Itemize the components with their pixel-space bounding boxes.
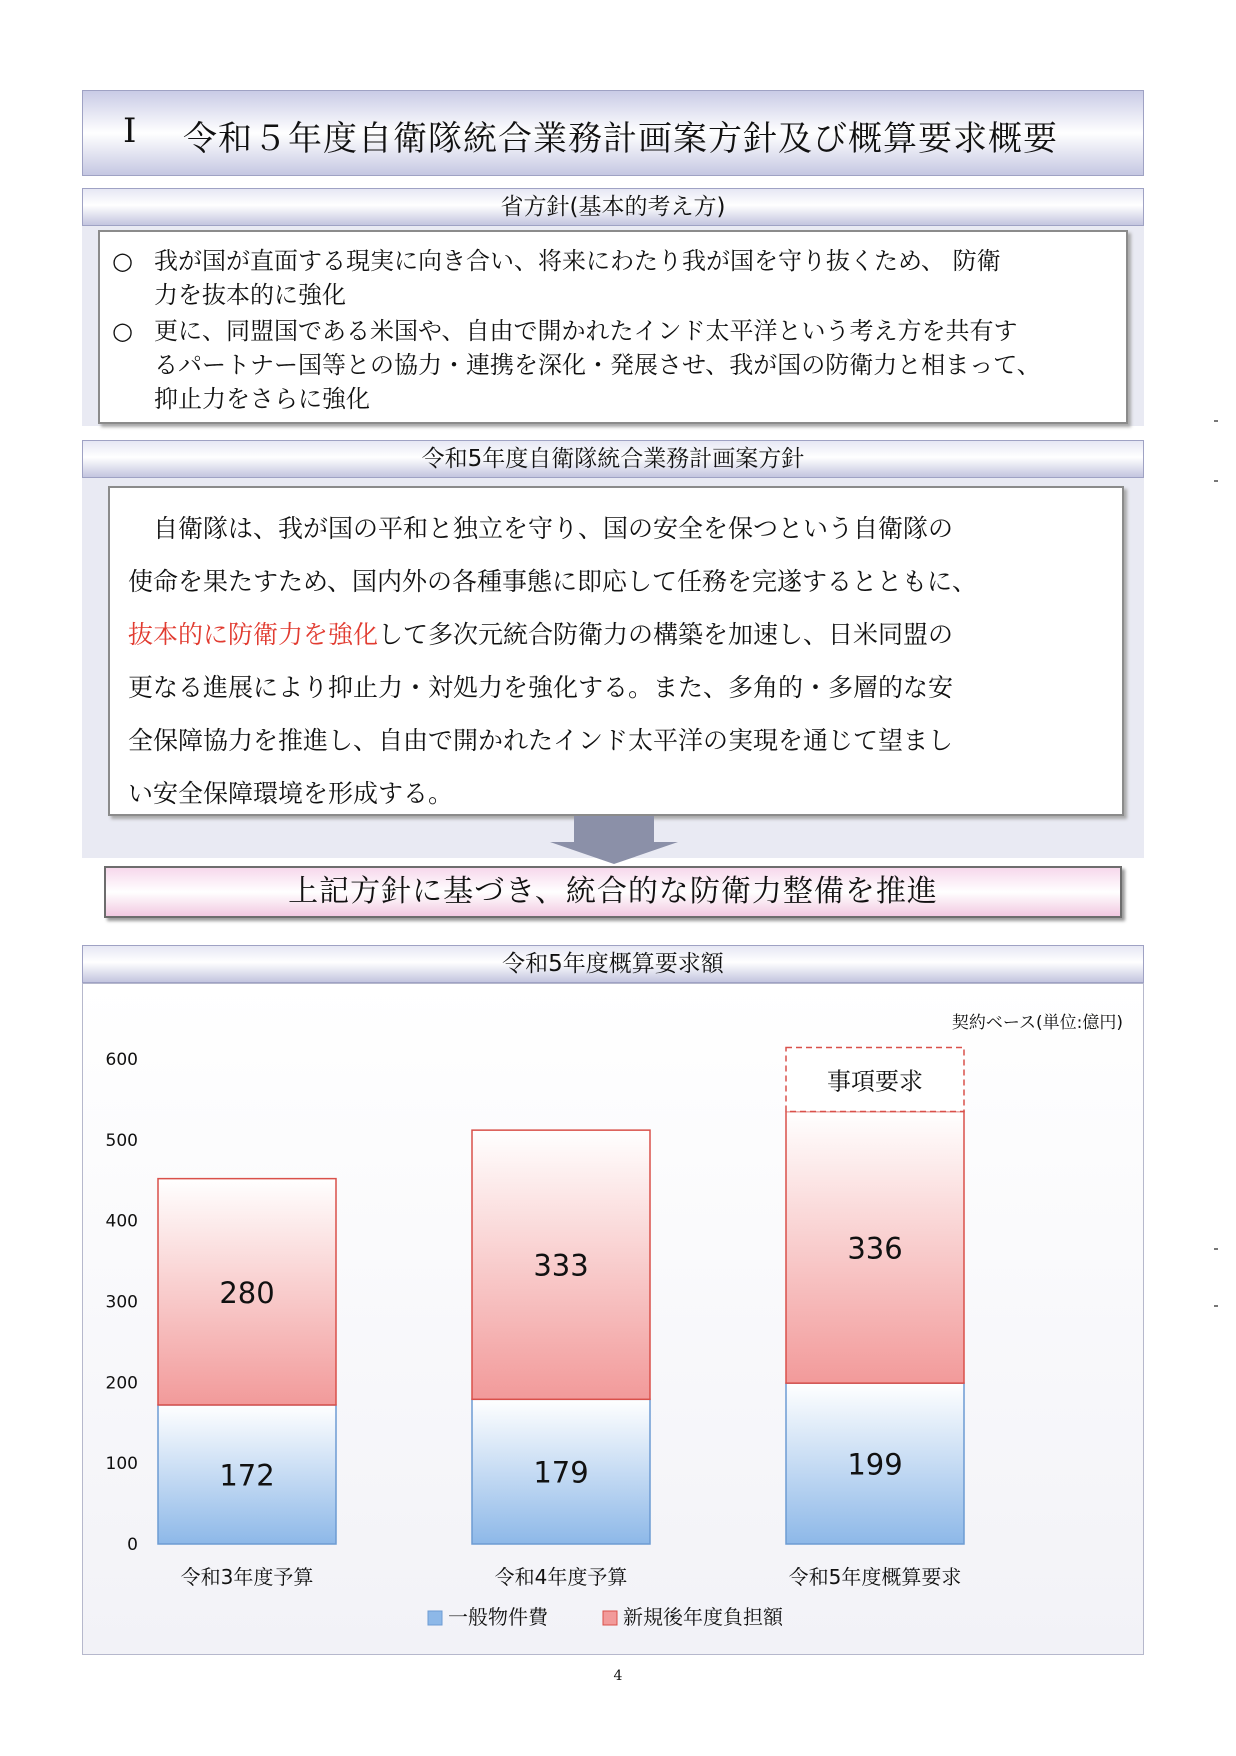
scan-mark [1214, 1248, 1218, 1250]
policy-item-line: 力を抜本的に強化 [154, 281, 346, 309]
chart-header: 令和5年度概算要求額 [82, 945, 1144, 983]
chart-unit-note: 契約ベース(単位:億円) [951, 1013, 1123, 1033]
circle-bullet-icon: ○ [112, 317, 133, 345]
x-category-label: 令和4年度予算 [494, 1565, 628, 1589]
down-arrow-icon [574, 816, 654, 842]
y-tick-label: 500 [105, 1130, 138, 1151]
circle-bullet-icon: ○ [112, 247, 133, 275]
policy-item-1 [112, 244, 1122, 312]
extra-request-label: 事項要求 [827, 1067, 923, 1096]
scan-mark [1214, 420, 1218, 422]
legend-label: 新規後年度負担額 [623, 1605, 783, 1629]
bar-value-label: 280 [219, 1275, 275, 1310]
policy-item-line: 我が国が直面する現実に向き合い、将来にわたり我が国を守り抜くため、 防衛 [154, 247, 1001, 275]
plan-line: 全保障協力を推進し、自由で開かれたインド太平洋の実現を通じて望まし [128, 726, 954, 755]
plan-line: 更なる進展により抑止力・対処力を強化する。また、多角的・多層的な安 [128, 673, 954, 702]
bar-value-label: 333 [533, 1248, 589, 1283]
chart-area [82, 983, 1144, 1655]
conclusion-banner: 上記方針に基づき、統合的な防衛力整備を推進 [104, 866, 1122, 918]
policy-header: 省方針(基本的考え方) [82, 188, 1144, 226]
bar-value-label: 179 [533, 1455, 589, 1490]
scan-mark [1214, 1305, 1218, 1307]
x-category-label: 令和3年度予算 [180, 1565, 314, 1589]
page-title: 令和５年度自衛隊統合業務計画案方針及び概算要求概要 [183, 119, 1058, 159]
bar-value-label: 199 [847, 1447, 903, 1482]
plan-text [128, 502, 1088, 820]
y-tick-label: 600 [105, 1050, 138, 1070]
bar-value-label: 336 [847, 1231, 903, 1266]
scan-mark [1214, 480, 1218, 482]
plan-header: 令和5年度自衛隊統合業務計画案方針 [82, 440, 1144, 478]
policy-item-line: 抑止力をさらに強化 [154, 385, 370, 413]
budget-chart [83, 984, 1143, 1654]
plan-line: 使命を果たすため、国内外の各種事態に即応して任務を完遂するとともに、 [128, 567, 978, 596]
plan-line: い安全保障環境を形成する。 [128, 779, 454, 808]
plan-line: 抜本的に防衛力を強化して多次元統合防衛力の構築を加速し、日米同盟の [128, 620, 954, 649]
legend-label: 一般物件費 [448, 1605, 548, 1629]
plan-emphasis: 抜本的に防衛力を強化 [128, 620, 379, 649]
policy-item-2 [112, 314, 1122, 416]
policy-item-line: 更に、同盟国である米国や、自由で開かれたインド太平洋という考え方を共有す [154, 317, 1018, 345]
x-category-label: 令和5年度概算要求 [788, 1565, 962, 1589]
section-number: Ⅰ [123, 111, 137, 151]
page-number: 4 [613, 1668, 623, 1684]
legend-swatch [603, 1611, 617, 1625]
y-tick-label: 400 [105, 1211, 138, 1232]
down-arrow-head-icon [550, 842, 678, 864]
policy-item-line: るパートナー国等との協力・連携を深化・発展させ、我が国の防衛力と相まって、 [154, 351, 1041, 379]
bar-value-label: 172 [219, 1458, 275, 1493]
y-tick-label: 300 [105, 1292, 138, 1313]
y-tick-label: 0 [127, 1535, 138, 1555]
y-tick-label: 100 [105, 1454, 138, 1475]
legend-swatch [428, 1611, 442, 1625]
plan-line: 自衛隊は、我が国の平和と独立を守り、国の安全を保つという自衛隊の [128, 514, 954, 543]
page-title-bar [82, 90, 1144, 176]
y-tick-label: 200 [105, 1373, 138, 1394]
